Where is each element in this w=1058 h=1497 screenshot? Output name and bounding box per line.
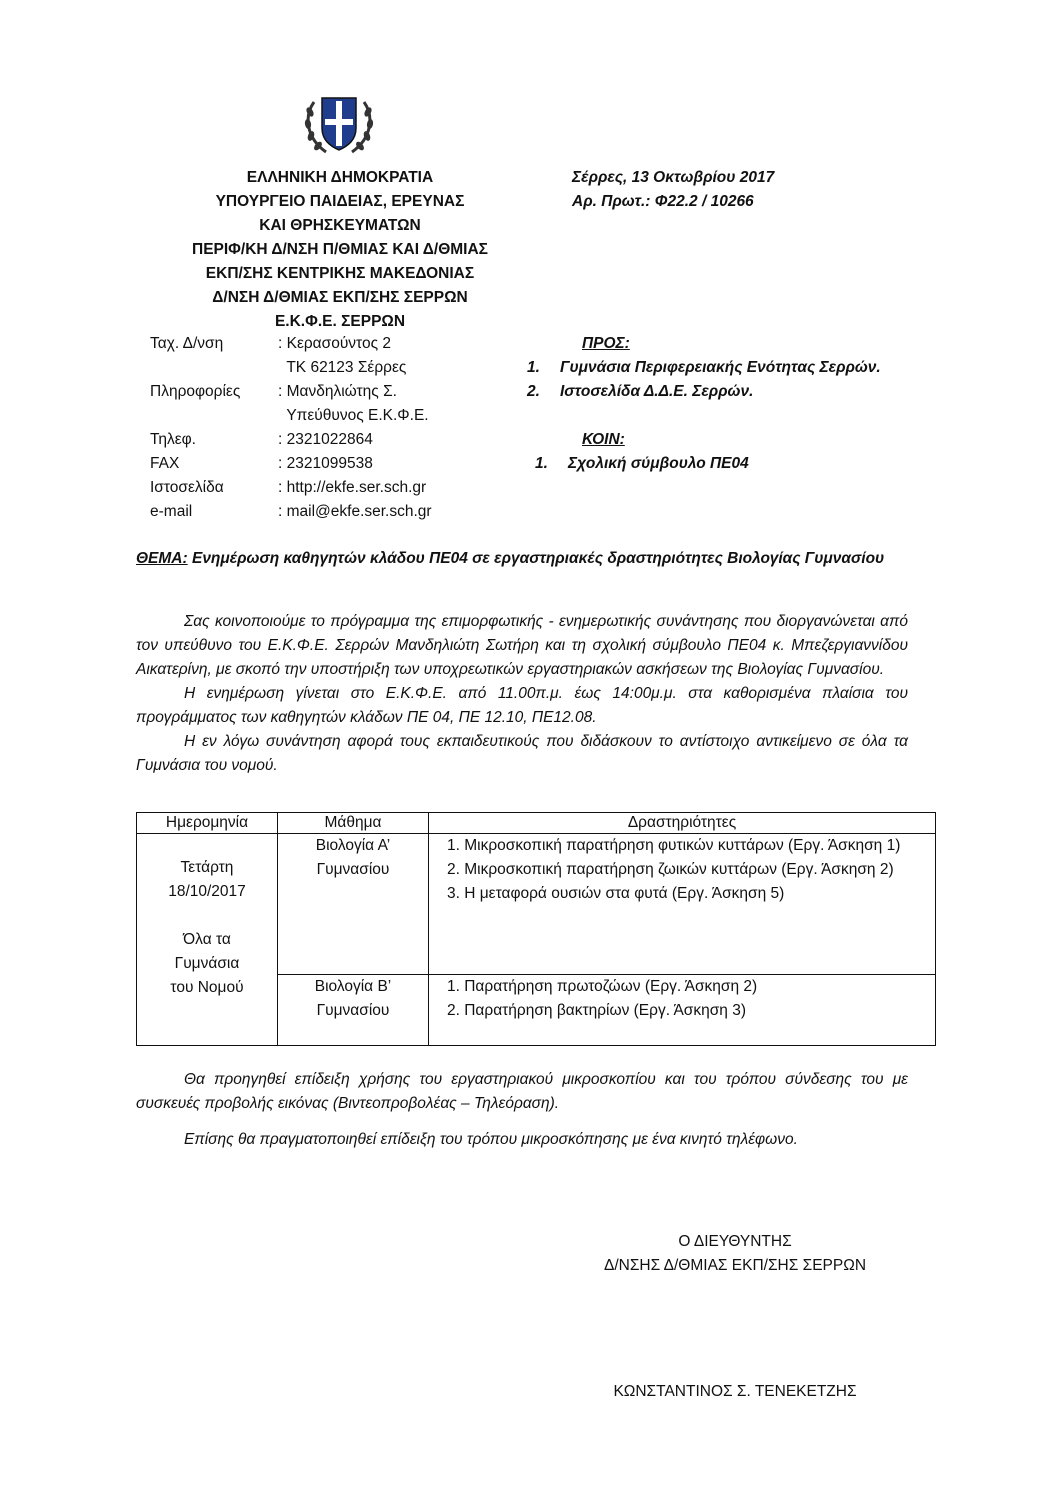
signature-office: Δ/ΝΣΗΣ Δ/ΘΜΙΑΣ ΕΚΠ/ΣΗΣ ΣΕΡΡΩΝ: [603, 1257, 867, 1274]
closing-paragraph-1: [136, 1068, 908, 1116]
paragraph: Επίσης θα πραγματοποιηθεί επίδειξη του τρόπου μικροσκόπησης με ένα κινητό τηλέφωνο.: [184, 1131, 798, 1148]
activity-item: 2. Μικροσκοπική παρατήρηση ζωικών κυττάρων (Εργ. Άσκηση 2): [447, 861, 894, 878]
to-heading: ΠΡΟΣ:: [582, 335, 630, 352]
date-block: [572, 166, 774, 214]
subject-line: [136, 547, 908, 571]
cc-heading: ΚΟΙΝ:: [582, 431, 625, 448]
info-value: : Κερασούντος 2: [278, 335, 391, 352]
date-spacer: [143, 904, 271, 928]
subject-label: ΘΕΜΑ:: [136, 550, 188, 567]
table-header-row: [137, 813, 936, 834]
subject-line-2: Γυμνασίου: [316, 1002, 390, 1019]
column-header: Ημερομηνία: [137, 813, 278, 834]
recipient-number: 2.: [527, 383, 540, 400]
activity-item: 2. Παρατήρηση βακτηρίων (Εργ. Άσκηση 3): [447, 1002, 747, 1019]
recipient-number: 1.: [527, 359, 540, 376]
column-header: Μάθημα: [278, 813, 429, 834]
document-date: Σέρρες, 13 Οκτωβρίου 2017: [572, 169, 775, 186]
info-value: : Μανδηλιώτης Σ.: [278, 383, 397, 400]
paragraph: Σας κοινοποιούμε το πρόγραμμα της επιμορφωτικής - ενημερωτικής συνάντησης που διοργανώνεται από τον υπεύθυνο του Ε.Κ.Φ.Ε. Σερρών Μανδηλιώτη Σωτήρη και τη σχολική σύμβουλο ΠΕ04 κ. Μπεζεργιαννίδου Αικατερίνη, με σκοπό την υποστήριξη των υποχρεωτικών εργαστηριακών ασκήσεων της Βιολογίας Γυμνασίου.: [136, 613, 908, 678]
header-line-6: Δ/ΝΣΗ Δ/ΘΜΙΑΣ ΕΚΠ/ΣΗΣ ΣΕΡΡΩΝ: [212, 289, 468, 306]
paragraph: Θα προηγηθεί επίδειξη χρήσης του εργαστηριακού μικροσκοπίου και του τρόπου σύνδεσης του με συσκευές προβολής εικόνας (Βιντεοπροβολέας – Τηλεόραση).: [136, 1071, 908, 1112]
subject-cell: [278, 834, 429, 975]
protocol-number: Αρ. Πρωτ.: Φ22.2 / 10266: [572, 193, 754, 210]
recipient-text: Ιστοσελίδα Δ.Δ.Ε. Σερρών.: [560, 383, 754, 400]
date-line: 18/10/2017: [168, 883, 246, 900]
subject-cell: [278, 975, 429, 1046]
intro-paragraphs: [136, 610, 908, 778]
activity-item: 3. Η μεταφορά ουσιών στα φυτά (Εργ. Άσκηση 5): [447, 885, 785, 902]
email-link[interactable]: : mail@ekfe.ser.sch.gr: [278, 503, 432, 520]
cc-text: Σχολική σύμβουλο ΠΕ04: [568, 455, 749, 472]
header-line-4: ΠΕΡΙΦ/ΚΗ Δ/ΝΣΗ Π/ΘΜΙΑΣ ΚΑΙ Δ/ΘΜΙΑΣ: [192, 241, 488, 258]
column-header: Δραστηριότητες: [429, 813, 936, 834]
activity-item: 1. Παρατήρηση πρωτοζώων (Εργ. Άσκηση 2): [447, 978, 758, 995]
activity-item: 1. Μικροσκοπική παρατήρηση φυτικών κυττάρων (Εργ. Άσκηση 1): [447, 837, 901, 854]
subject-text: Ενημέρωση καθηγητών κλάδου ΠΕ04 σε εργαστηριακές δραστηριότητες Βιολογίας Γυμνασίου: [187, 550, 885, 567]
info-value: ΤΚ 62123 Σέρρες: [278, 359, 407, 376]
signature-name: ΚΩΝΣΤΑΝΤΙΝΟΣ Σ. ΤΕΝΕΚΕΤΖΗΣ: [613, 1383, 857, 1400]
header-line-3: ΚΑΙ ΘΡΗΣΚΕΥΜΑΤΩΝ: [259, 217, 421, 234]
header-line-1: ΕΛΛΗΝΙΚΗ ΔΗΜΟΚΡΑΤΙΑ: [246, 169, 434, 186]
date-line: Όλα τα: [183, 931, 231, 948]
activities-cell: [429, 975, 936, 1046]
date-line: του Νομού: [170, 979, 244, 996]
recipient-text: Γυμνάσια Περιφερειακής Ενότητας Σερρών.: [560, 359, 881, 376]
signature-title: Ο ΔΙΕΥΘΥΝΤΗΣ: [678, 1233, 792, 1250]
paragraph: Η εν λόγω συνάντηση αφορά τους εκπαιδευτικούς που διδάσκουν το αντίστοιχο αντικείμενο σε όλα τα Γυμνάσια του νομού.: [136, 733, 908, 774]
paragraph: Η ενημέρωση γίνεται στο Ε.Κ.Φ.Ε. από 11.00π.μ. έως 14:00μ.μ. στα καθορισμένα πλαίσια του προγράμματος των καθηγητών κλάδων ΠΕ 04, ΠΕ 12.10, ΠΕ12.08.: [136, 685, 908, 726]
info-label: Ταχ. Δ/νση: [150, 335, 224, 352]
cc-number: 1.: [535, 455, 548, 472]
info-label: FAX: [150, 455, 180, 472]
date-line: Γυμνάσια: [174, 955, 240, 972]
info-label: Τηλεφ.: [150, 431, 196, 448]
website-link[interactable]: : http://ekfe.ser.sch.gr: [278, 479, 427, 496]
info-value: : 2321022864: [278, 431, 373, 448]
header-line-7: Ε.Κ.Φ.Ε. ΣΕΡΡΩΝ: [274, 313, 406, 330]
date-line: Τετάρτη: [180, 859, 234, 876]
info-label: Πληροφορίες: [150, 383, 241, 400]
info-value: : 2321099538: [278, 455, 373, 472]
subject-line-1: Βιολογία Β’: [314, 978, 392, 995]
info-label: Ιστοσελίδα: [150, 479, 224, 496]
info-label: e-mail: [150, 503, 193, 520]
header-line-5: ΕΚΠ/ΣΗΣ ΚΕΝΤΡΙΚΗΣ ΜΑΚΕΔΟΝΙΑΣ: [205, 265, 475, 282]
subject-line-1: Βιολογία Α’: [315, 837, 391, 854]
subject-line-2: Γυμνασίου: [316, 861, 390, 878]
date-cell: [137, 834, 278, 1046]
header-line-2: ΥΠΟΥΡΓΕΙΟ ΠΑΙΔΕΙΑΣ, ΕΡΕΥΝΑΣ: [215, 193, 465, 210]
schedule-table: [136, 812, 936, 1046]
signature-block: [560, 1230, 910, 1278]
greek-coat-of-arms-icon: [300, 92, 378, 158]
activities-cell: [429, 834, 936, 975]
table-row: [137, 834, 936, 975]
info-value: Υπεύθυνος Ε.Κ.Φ.Ε.: [278, 407, 429, 424]
closing-paragraph-2: [136, 1128, 908, 1152]
